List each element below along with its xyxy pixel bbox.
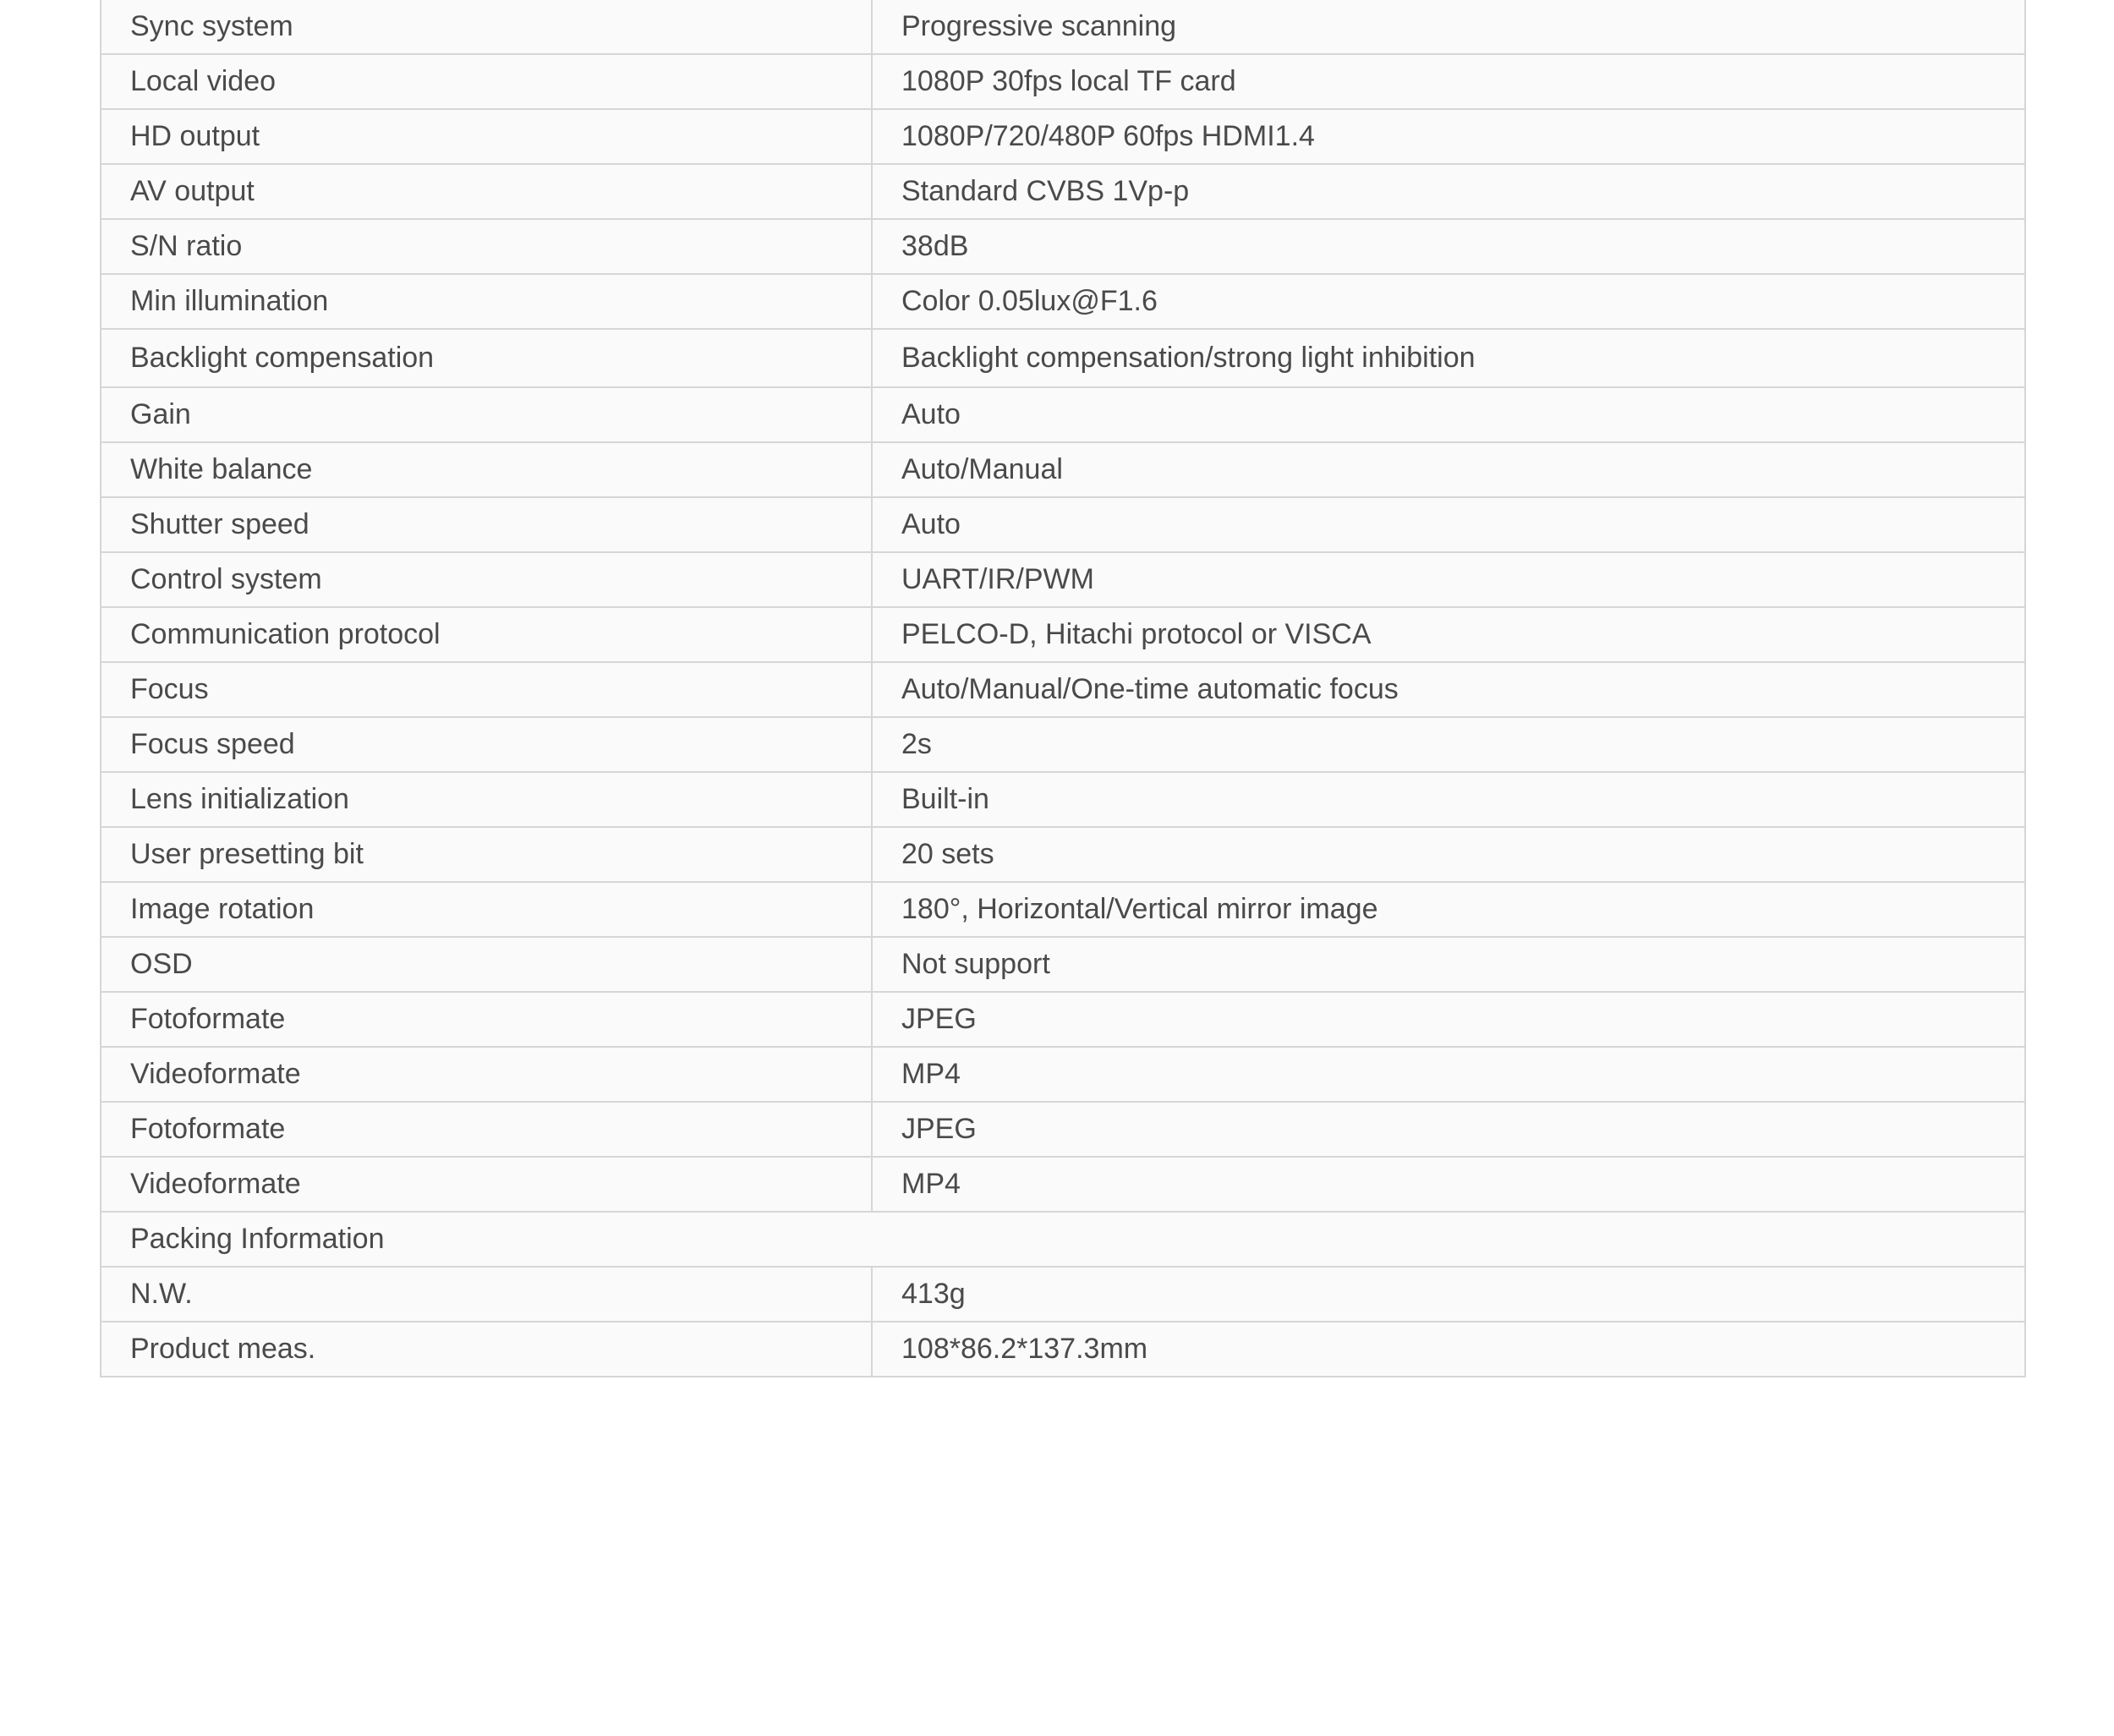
spec-label: Focus speed — [101, 717, 872, 772]
packing-header-row — [101, 1212, 2025, 1267]
table-row — [101, 274, 2025, 329]
spec-value: 180°, Horizontal/Vertical mirror image — [872, 882, 2025, 937]
spec-value: 108*86.2*137.3mm — [872, 1322, 2025, 1377]
spec-value: Standard CVBS 1Vp-p — [872, 164, 2025, 219]
spec-label: HD output — [101, 109, 872, 164]
table-row — [101, 1157, 2025, 1212]
spec-value: Built-in — [872, 772, 2025, 827]
spec-value: Not support — [872, 937, 2025, 992]
spec-label: Image rotation — [101, 882, 872, 937]
table-row — [101, 1102, 2025, 1157]
spec-label: S/N ratio — [101, 219, 872, 274]
table-row — [101, 717, 2025, 772]
table-row — [101, 662, 2025, 717]
spec-label: User presetting bit — [101, 827, 872, 882]
table-row — [101, 827, 2025, 882]
spec-label: Control system — [101, 552, 872, 607]
table-row — [101, 164, 2025, 219]
spec-table — [100, 0, 2026, 1377]
spec-label: Backlight compensation — [101, 329, 872, 387]
spec-label: Local video — [101, 54, 872, 109]
table-row — [101, 607, 2025, 662]
table-row — [101, 1047, 2025, 1102]
spec-value: Auto — [872, 497, 2025, 552]
table-row — [101, 992, 2025, 1047]
spec-value: 413g — [872, 1267, 2025, 1322]
spec-value: Progressive scanning — [872, 0, 2025, 54]
spec-value: Auto/Manual/One-time automatic focus — [872, 662, 2025, 717]
spec-value: PELCO-D, Hitachi protocol or VISCA — [872, 607, 2025, 662]
table-row — [101, 387, 2025, 442]
spec-value: Backlight compensation/strong light inhibition — [872, 329, 2025, 387]
spec-value: 20 sets — [872, 827, 2025, 882]
table-row — [101, 552, 2025, 607]
spec-label: Product meas. — [101, 1322, 872, 1377]
table-row — [101, 54, 2025, 109]
table-row — [101, 937, 2025, 992]
spec-value: UART/IR/PWM — [872, 552, 2025, 607]
spec-label: Gain — [101, 387, 872, 442]
spec-label: Sync system — [101, 0, 872, 54]
table-row — [101, 442, 2025, 497]
table-row — [101, 329, 2025, 387]
spec-label: N.W. — [101, 1267, 872, 1322]
table-row — [101, 1322, 2025, 1377]
spec-value: 38dB — [872, 219, 2025, 274]
spec-label: AV output — [101, 164, 872, 219]
table-row — [101, 109, 2025, 164]
spec-label: Fotoformate — [101, 992, 872, 1047]
spec-label: Lens initialization — [101, 772, 872, 827]
table-row — [101, 1267, 2025, 1322]
spec-value: 2s — [872, 717, 2025, 772]
spec-label: Communication protocol — [101, 607, 872, 662]
spec-value: JPEG — [872, 992, 2025, 1047]
spec-value: Color 0.05lux@F1.6 — [872, 274, 2025, 329]
spec-value: JPEG — [872, 1102, 2025, 1157]
spec-label: Shutter speed — [101, 497, 872, 552]
spec-label: Fotoformate — [101, 1102, 872, 1157]
spec-label: Videoformate — [101, 1047, 872, 1102]
spec-value: 1080P 30fps local TF card — [872, 54, 2025, 109]
spec-value: MP4 — [872, 1047, 2025, 1102]
spec-label: Focus — [101, 662, 872, 717]
packing-information-header: Packing Information — [101, 1212, 2025, 1267]
spec-value: Auto — [872, 387, 2025, 442]
spec-label: Videoformate — [101, 1157, 872, 1212]
table-row — [101, 882, 2025, 937]
table-row — [101, 772, 2025, 827]
table-row — [101, 219, 2025, 274]
table-row — [101, 0, 2025, 54]
spec-value: MP4 — [872, 1157, 2025, 1212]
spec-value: Auto/Manual — [872, 442, 2025, 497]
table-row — [101, 497, 2025, 552]
spec-label: White balance — [101, 442, 872, 497]
spec-value: 1080P/720/480P 60fps HDMI1.4 — [872, 109, 2025, 164]
spec-label: Min illumination — [101, 274, 872, 329]
spec-label: OSD — [101, 937, 872, 992]
